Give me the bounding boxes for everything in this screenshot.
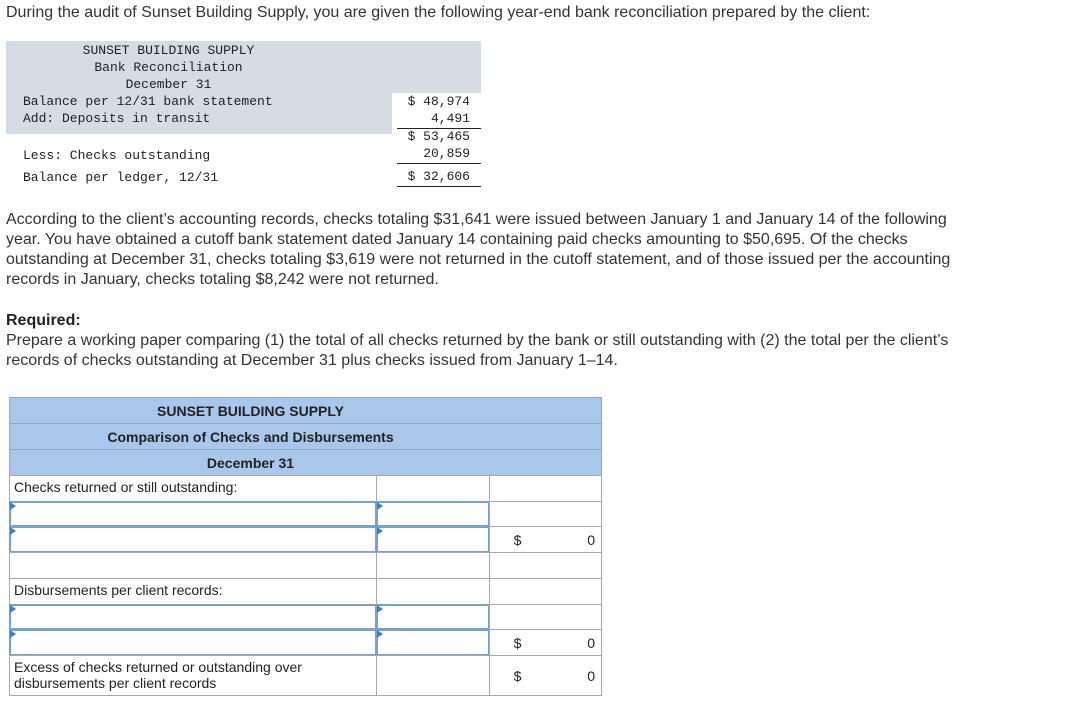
currency-symbol: $: [489, 629, 545, 656]
intro-text: During the audit of Sunset Building Supply, you are given the following year-end bank reconciliation prepared by the client:: [6, 4, 871, 21]
recon-amount-bank-balance: $ 48,974: [407, 94, 470, 109]
excess-label-line-2: disbursements per client records: [14, 675, 217, 691]
excess-label-line-1: Excess of checks returned or outstanding over: [14, 659, 302, 675]
section-label-disbursements: Disbursements per client records:: [9, 578, 377, 605]
empty-cell: [489, 604, 602, 630]
required-line-2: records of checks outstanding at December 31 plus checks issued from January 1–14.: [6, 352, 618, 369]
problem-line-1: According to the client’s accounting records, checks totaling $31,641 were issued between January 1 and January 14 of the following: [6, 211, 947, 228]
section-label-checks-returned: Checks returned or still outstanding:: [9, 475, 377, 502]
required-heading: Required:: [6, 312, 81, 329]
checks-returned-label-input-2[interactable]: [9, 526, 377, 553]
recon-title-company: SUNSET BUILDING SUPPLY: [82, 43, 255, 58]
problem-line-4: records in January, checks totaling $8,242 were not returned.: [6, 271, 439, 288]
recon-final-rule: [397, 186, 481, 187]
disbursements-total: 0: [544, 629, 602, 656]
recon-title-date: December 31: [125, 77, 212, 92]
problem-line-2: year. You have obtained a cutoff bank statement dated January 14 containing paid checks amounting to $50,695. Of the checks: [6, 231, 908, 248]
recon-title-report: Bank Reconciliation: [94, 60, 243, 75]
checks-returned-total: 0: [544, 526, 602, 553]
disbursements-label-input-1[interactable]: [9, 604, 377, 630]
empty-cell: [376, 655, 490, 696]
checks-returned-amount-input-1[interactable]: [376, 501, 490, 527]
empty-cell: [489, 578, 602, 605]
worksheet-title-report: Comparison of Checks and Disbursements: [9, 423, 602, 450]
recon-label-checks-outstanding: Less: Checks outstanding: [23, 148, 211, 163]
disbursements-amount-input-1[interactable]: [376, 604, 490, 630]
required-line-1: Prepare a working paper comparing (1) the total of all checks returned by the bank or still outstanding with (2) the total per the client’s: [6, 332, 949, 349]
empty-cell: [376, 552, 490, 579]
bank-reconciliation: [6, 41, 481, 189]
recon-amount-checks-outstanding: 20,859: [423, 146, 470, 161]
empty-cell: [489, 501, 602, 527]
recon-amount-subtotal: $ 53,465: [407, 129, 470, 144]
recon-amount-deposits: 4,491: [430, 111, 470, 126]
recon-label-bank-balance: Balance per 12/31 bank statement: [23, 94, 273, 109]
excess-label: [9, 655, 377, 696]
empty-cell: [376, 578, 490, 605]
checks-returned-amount-input-2[interactable]: [376, 526, 490, 553]
recon-label-ledger-balance: Balance per ledger, 12/31: [23, 170, 219, 185]
comparison-worksheet: [9, 397, 602, 696]
worksheet-title-company: SUNSET BUILDING SUPPLY: [9, 397, 602, 424]
empty-cell: [489, 475, 602, 502]
recon-amount-ledger-balance: $ 32,606: [407, 169, 470, 184]
excess-value: 0: [544, 655, 602, 696]
empty-cell: [489, 552, 602, 579]
worksheet-title-date: December 31: [9, 449, 602, 476]
currency-symbol: $: [489, 655, 545, 696]
currency-symbol: $: [489, 526, 545, 553]
problem-line-3: outstanding at December 31, checks totaling $3,619 were not returned in the cutoff statement, and of those issued per the accounting: [6, 251, 951, 268]
disbursements-label-input-2[interactable]: [9, 629, 377, 656]
recon-label-deposits: Add: Deposits in transit: [23, 111, 211, 126]
disbursements-amount-input-2[interactable]: [376, 629, 490, 656]
checks-returned-label-input-1[interactable]: [9, 501, 377, 527]
empty-cell: [9, 552, 377, 579]
recon-total-rule: [397, 163, 481, 164]
empty-cell: [376, 475, 490, 502]
